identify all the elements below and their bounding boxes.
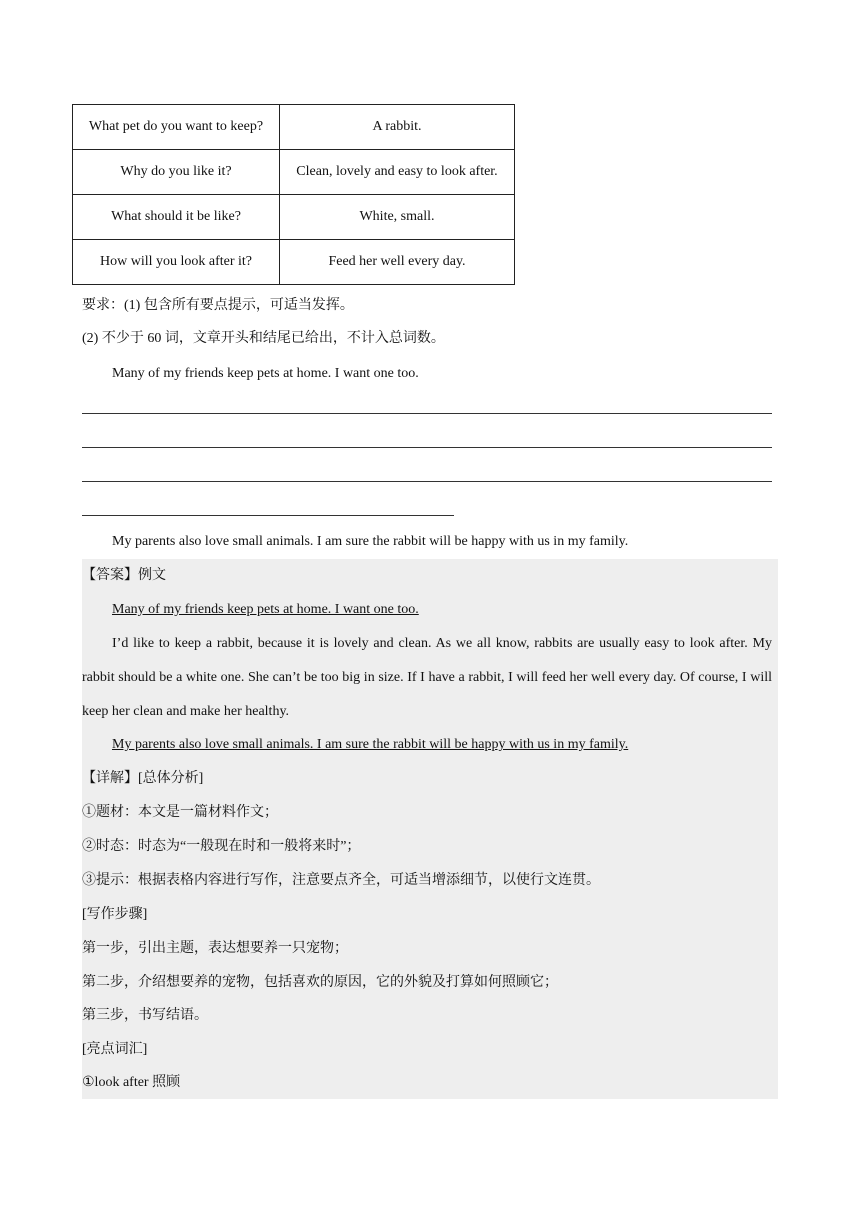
table-row (73, 240, 515, 285)
table-row (73, 195, 515, 240)
table-answer: Clean, lovely and easy to look after. (280, 150, 515, 195)
answer-body: I’d like to keep a rabbit, because it is lovely and clean. As we all know, rabbits are usually easy to look after. My rabbit should be a white one. She can’t be too big in size. If I have a rabbit, I will feed her well every day. Of course, I will keep her clean and make her healthy. (82, 636, 772, 719)
vocab-item: ①look after 照顾 (82, 1075, 181, 1090)
table-question: How will you look after it? (73, 240, 280, 285)
table-answer: A rabbit. (280, 105, 515, 150)
analysis-point: ①题材：本文是一篇材料作文； (82, 805, 278, 820)
answer-closing: My parents also love small animals. I am sure the rabbit will be happy with us in my family. (112, 737, 629, 752)
answer-heading: 【答案】例文 (82, 568, 166, 583)
analysis-point: ③提示：根据表格内容进行写作，注意要点齐全，可适当增添细节，以使行文连贯。 (82, 873, 600, 888)
analysis-heading: 【详解】[总体分析] (82, 771, 204, 786)
answer-opening: Many of my friends keep pets at home. I want one too. (112, 602, 419, 617)
step-item: 第一步，引出主题，表达想要养一只宠物； (82, 941, 348, 956)
prompt-closing: My parents also love small animals. I am sure the rabbit will be happy with us in my family. (112, 534, 629, 549)
prompt-table (72, 104, 515, 285)
table-row (73, 105, 515, 150)
step-item: 第二步，介绍想要养的宠物，包括喜欢的原因，它的外貌及打算如何照顾它； (82, 975, 558, 990)
table-answer: White, small. (280, 195, 515, 240)
writing-blank-line[interactable] (82, 481, 772, 482)
writing-blank-line[interactable] (82, 447, 772, 448)
table-answer: Feed her well every day. (280, 240, 515, 285)
table-question: What should it be like? (73, 195, 280, 240)
step-item: 第三步，书写结语。 (82, 1008, 208, 1023)
table-question: What pet do you want to keep? (73, 105, 280, 150)
steps-heading: [写作步骤] (82, 907, 148, 922)
vocab-heading: [亮点词汇] (82, 1042, 148, 1057)
writing-blank-line[interactable] (82, 413, 772, 414)
table-row (73, 150, 515, 195)
table-question: Why do you like it? (73, 150, 280, 195)
writing-blank-line[interactable] (82, 515, 454, 516)
analysis-point: ②时态：时态为“一般现在时和一般将来时”； (82, 839, 361, 854)
requirement-line-2: (2) 不少于 60 词，文章开头和结尾已给出，不计入总词数。 (82, 331, 445, 346)
requirement-line-1: 要求：(1) 包含所有要点提示，可适当发挥。 (82, 298, 354, 313)
prompt-opening: Many of my friends keep pets at home. I want one too. (112, 366, 419, 381)
